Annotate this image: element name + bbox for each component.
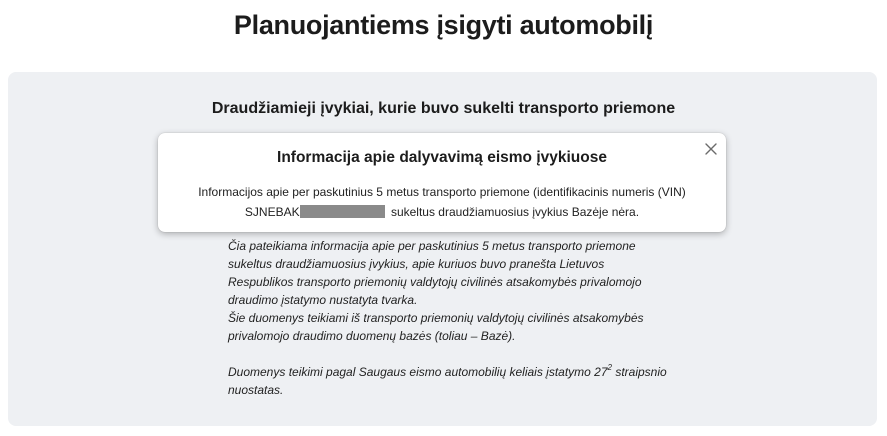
modal-message-text-end: sukeltus draudžiamuosius įvykius Bazėje nėra. bbox=[387, 205, 640, 219]
section-heading: Draudžiamieji įvykiai, kurie buvo sukelti transporto priemone bbox=[211, 100, 676, 117]
modal-message bbox=[178, 182, 706, 222]
redacted-vin-block bbox=[300, 205, 385, 218]
legal-basis-text-end: straipsnio nuostatas. bbox=[228, 365, 667, 397]
disclaimer-paragraph: Čia pateikiama informacija apie per paskutinius 5 metus transporto priemone sukeltus draudžiamuosius įvykius, apie kuriuos buvo pranešta Lietuvos Respublikos transporto priemonių valdytojų civilinės atsakomybės privalomojo draudimo įstatymo nustatyta tvarka. bbox=[228, 239, 642, 307]
disclaimer-text bbox=[228, 237, 668, 399]
page-title: Planuojantiems įsigyti automobilį bbox=[233, 10, 654, 40]
paragraph-gap bbox=[228, 345, 668, 363]
modal-message-text: Informacijos apie per paskutinius 5 metus transporto priemone (identifikacinis numeris (VIN) SJNEBAK bbox=[198, 185, 686, 219]
info-modal bbox=[158, 133, 726, 232]
modal-title: Informacija apie dalyvavimą eismo įvykiuose bbox=[277, 149, 607, 166]
close-icon[interactable] bbox=[703, 141, 719, 157]
disclaimer-paragraph: Šie duomenys teikiami iš transporto priemonių valdytojų civilinės atsakomybės privalomojo draudimo duomenų bazės (toliau – Bazė). bbox=[228, 311, 644, 343]
disclaimer-legal-basis bbox=[228, 363, 668, 399]
article-superscript: 2 bbox=[607, 363, 612, 372]
legal-basis-text: Duomenys teikimi pagal Saugaus eismo automobilių keliais įstatymo 27 bbox=[228, 365, 608, 379]
